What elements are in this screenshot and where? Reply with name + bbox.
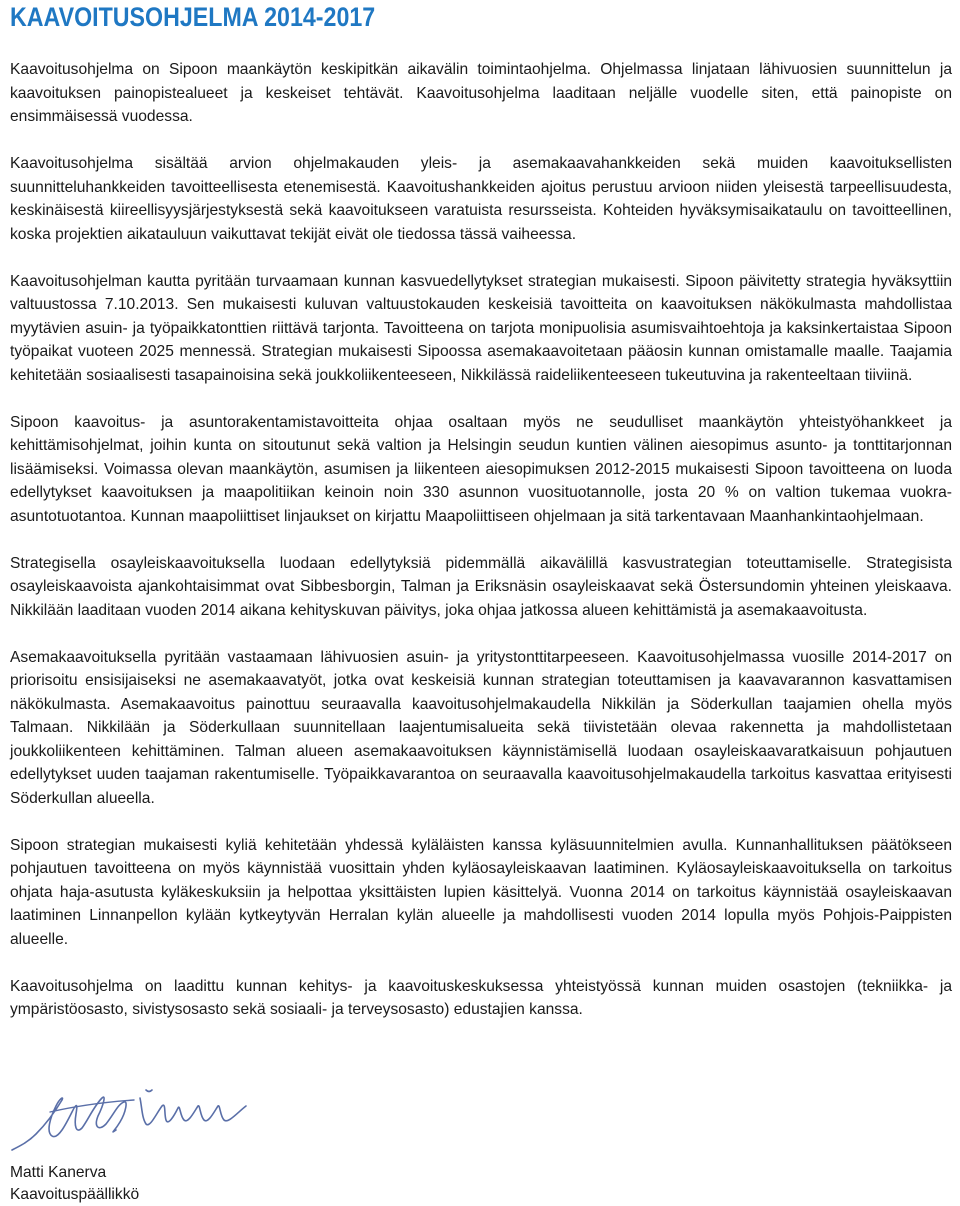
signature-stroke-3 [140,1098,246,1125]
paragraph-strategy: Kaavoitusohjelman kautta pyritään turvaamaan kunnan kasvuedellytykset strategian mukaisesti. Sipoon päivitetty strategia hyväksyttiin valtuustossa 7.10.2013. Sen mukaisesti kuluvan valtuustokauden keskeisiä tavoitteita on kaavoituksen näkökulmasta mahdollistaa myytävien asuin- ja työpaikkatonttien riittävä tarjonta. Tavoitteena on tarjota monipuolisia asumisvaihtoehtoja ja kaksinkertaistaa Sipoon työpaikat vuoteen 2025 mennessä. Strategian mukaisesti Sipoossa asemakaavoitetaan pääosin kunnan omistamalle maalle. Taajamia kehitetään sosiaalisesti tasapainoisina sekä joukkoliikenteeseen, Nikkilässä raideliikenteeseen tukeutuvina ja rakenteeltaan tiiviinä. [10,272,952,384]
paragraph-regional: Sipoon kaavoitus- ja asuntorakentamistavoitteita ohjaa osaltaan myös ne seudulliset maankäytön yhteistyöhankkeet ja kehittämisohjelmat, joihin kunta on sitoutunut sekä valtion ja Helsingin seudun kuntien välinen aiesopimus asunto- ja tonttitarjonnan lisäämiseksi. Voimassa olevan maankäytön, asumisen ja liikenteen aiesopimuksen 2012-2015 mukaisesti Sipoon tavoitteena on luoda edellytykset kaavoituksen ja maapolitiikan keinoin noin 330 asunnon vuosituotannolle, josta 20 % on valtion tukemaa vuokra-asuntotuotantoa. Kunnan maapoliittiset linjaukset on kirjattu Maapoliittiseen ohjelmaan ja sitä tarkentavaan Maanhankintaohjelmaan. [10,413,952,525]
signature-stroke-2 [50,1100,134,1112]
paragraph-detailed-planning: Asemakaavoituksella pyritään vastaamaan lähivuosien asuin- ja yritystonttitarpeeseen. Kaavoitusohjelmassa vuosille 2014-2017 on priorisoitu ensisijaiseksi ne asemakaavatyöt, jotka ovat keskeisiä kunnan strategian toteuttamisen ja kaavavarannon kasvattamisen näkökulmasta. Asemakaavoitus painottuu seuraavalla kaavoitusohjelmakaudella Nikkilän ja Söderkullan taajamien ohella myös Talmaan. Nikkilään ja Söderkullaan suunnitellaan laajentumisalueita sekä tiivistetään olevaa rakennetta ja mahdollistetaan joukkoliikenteen kehittäminen. Talman alueen asemakaavoituksen käynnistämisellä luodaan osayleiskaavaratkaisuun pohjautuen edellytykset uuden taajaman rakentumiselle. Työpaikkavarantoa on seuraavalla kaavoitusohjelmakaudella tarkoitus kasvattaa erityisesti Söderkullan alueella. [10,648,952,807]
signer-name: Matti Kanerva [10,1164,107,1181]
paragraph-cooperation: Kaavoitusohjelma on laadittu kunnan kehitys- ja kaavoituskeskuksessa yhteistyössä kunnan muiden osastojen (tekniikka- ja ympäristöosasto, sivistysosasto sekä sosiaali- ja terveysosasto) edustajien kanssa. [10,977,952,1018]
signature-image [6,1084,276,1156]
paragraph-villages: Sipoon strategian mukaisesti kyliä kehitetään yhdessä kyläläisten kanssa kyläsuunnitelmien avulla. Kunnanhallituksen päätökseen pohjautuen tavoitteena on myös käynnistää vuosittain yhden kyläosayleiskaavan laatiminen. Kyläosayleiskaavoituksella on tarkoitus ohjata haja-asutusta kyläkeskuksiin ja helpottaa yksittäisten lupien käsittelyä. Vuonna 2014 on tarkoitus käynnistää osayleiskaavan laatiminen Linnanpellon kylään kytkeytyvän Herralan kylän alueelle ja mahdollisesti vuoden 2014 lopulla myös Pohjois-Paippisten alueelle. [10,836,952,948]
body-text [10,58,952,1045]
page-title: KAAVOITUSOHJELMA 2014-2017 [10,2,376,32]
paragraph-intro: Kaavoitusohjelma on Sipoon maankäytön keskipitkän aikavälin toimintaohjelma. Ohjelmassa linjataan lähivuosien suunnittelun ja kaavoituksen painopistealueet ja keskeiset tehtävät. Kaavoitusohjelma laaditaan neljälle vuodelle siten, että painopiste on ensimmäisessä vuodessa. [10,61,952,125]
paragraph-content: Kaavoitusohjelma sisältää arvion ohjelmakauden yleis- ja asemakaavahankkeiden sekä muiden kaavoituksellisten suunnitteluhankkeiden tavoitteellisesta etenemisestä. Kaavoitushankkeiden ajoitus perustuu arvioon niiden yleisestä tarpeellisuudesta, keskinäisestä kiireellisyysjärjestyksestä sekä kaavoitukseen varatuista resursseista. Kohteiden hyväksymisaikataulu on tavoitteellinen, koska projektien aikatauluun vaikuttavat tekijät eivät ole tiedossa tässä vaiheessa. [10,155,952,243]
signature-stroke-1 [12,1097,126,1150]
signer-title: Kaavoituspäällikkö [10,1186,140,1203]
paragraph-master-planning: Strategisella osayleiskaavoituksella luodaan edellytyksiä pidemmällä aikavälillä kasvustrategian toteuttamiselle. Strategisista osayleiskaavoista ajankohtaisimmat ovat Sibbesborgin, Talman ja Eriksnäsin osayleiskaavat sekä Östersundomin yhteinen yleiskaava. Nikkilään laaditaan vuoden 2014 aikana kehityskuvan päivitys, joka ohjaa jatkossa alueen kehittämistä ja asemakaavoitusta. [10,554,952,619]
signature-dot [146,1090,152,1092]
